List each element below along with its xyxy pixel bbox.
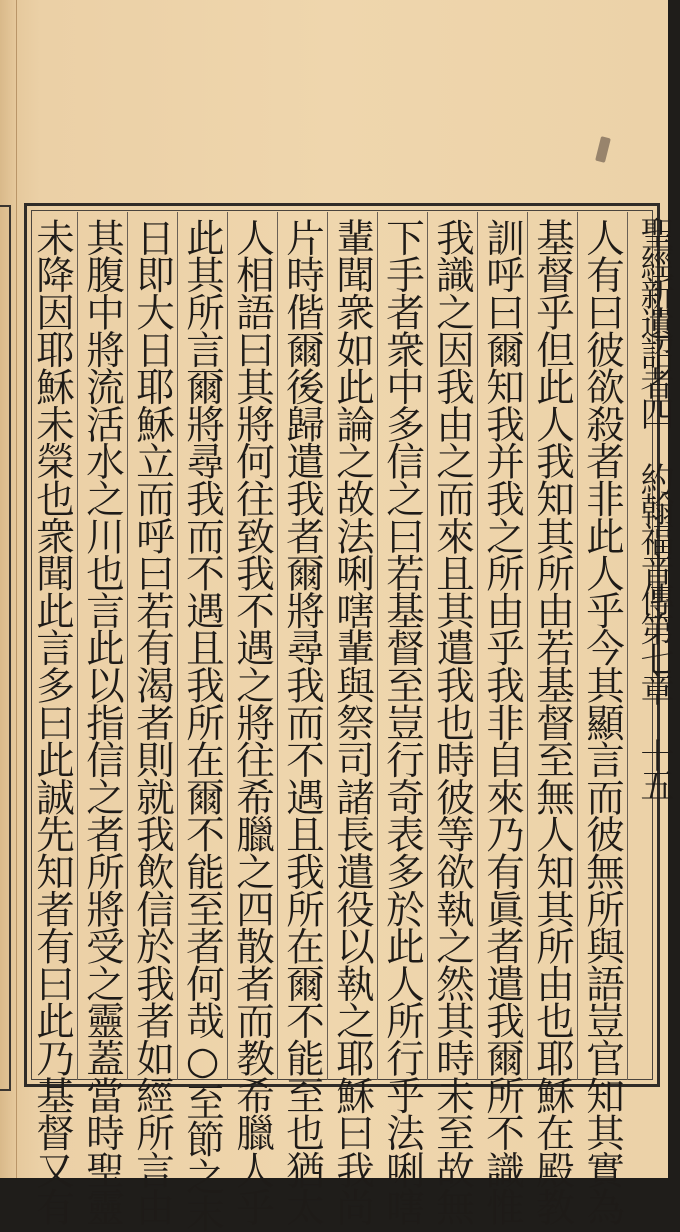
header-page-number: 十五 xyxy=(634,738,674,798)
column-rule xyxy=(227,212,228,1080)
column-text: 輩聞衆如此論之故法唎嗐輩與祭司諸長遣役以執之耶穌曰我尚 xyxy=(330,218,375,1226)
column-rule xyxy=(377,212,378,1080)
column-rule xyxy=(627,212,628,1080)
column-text: 此其所言爾將尋我而不遇且我所在爾不能至者何哉○至節之末 xyxy=(180,218,225,1232)
column-rule xyxy=(127,212,128,1080)
column-text: 其腹中將流活水之川也言此以指信之者所將受之靈蓋當時聖靈 xyxy=(80,218,125,1226)
ink-smudge xyxy=(595,136,611,163)
page-header xyxy=(633,216,675,798)
column-rule xyxy=(527,212,528,1080)
column-rule xyxy=(327,212,328,1080)
column-rule xyxy=(177,212,178,1080)
column-rule xyxy=(577,212,578,1080)
text-column xyxy=(528,218,576,1226)
column-rule xyxy=(277,212,278,1080)
column-text: 人有曰彼欲殺者非此人乎今其顯言而彼無所與語豈官知其實為 xyxy=(580,218,625,1226)
column-rule xyxy=(77,212,78,1080)
column-rule xyxy=(477,212,478,1080)
text-column xyxy=(578,218,626,1226)
text-column xyxy=(478,218,526,1226)
column-text: 我識之因我由之而來且其遣我也時彼等欲執之然其時未至故無 xyxy=(430,218,475,1226)
text-column xyxy=(328,218,376,1226)
text-column xyxy=(428,218,476,1226)
text-column xyxy=(178,218,226,1232)
column-text: 未降因耶穌未榮也衆聞此言多曰此誠先知者有曰此乃基督又有 xyxy=(30,218,75,1226)
header-title: 聖經新遺詔者四 約翰福音傳第七章 xyxy=(634,216,674,702)
column-text: 基督乎但此人我知其所由若基督至無人知其所由也耶穌在殿教 xyxy=(530,218,575,1226)
text-column xyxy=(128,218,176,1226)
column-text: 日即大日耶穌立而呼曰若有渴者則就我飲信於我者如經所言由 xyxy=(130,218,175,1226)
column-text: 片時偕爾後歸遣我者爾將尋我而不遇且我所在爾不能至也猶太 xyxy=(280,218,325,1226)
column-text: 下手者衆中多信之曰若基督至豈行奇表多於此人所行乎法唎嗐 xyxy=(380,218,425,1226)
column-text: 人相語曰其將何往致我不遇之將往希臘之四散者而教希臘人乎 xyxy=(230,218,275,1226)
previous-page-frame xyxy=(0,205,11,1091)
text-column xyxy=(228,218,276,1226)
text-column xyxy=(28,218,76,1226)
text-column xyxy=(278,218,326,1226)
text-column xyxy=(378,218,426,1226)
text-frame xyxy=(24,203,674,1232)
column-text: 訓呼曰爾知我并我之所由乎我非自來乃有眞者遣我爾所不識惟 xyxy=(480,218,525,1226)
text-column xyxy=(78,218,126,1226)
column-rule xyxy=(427,212,428,1080)
